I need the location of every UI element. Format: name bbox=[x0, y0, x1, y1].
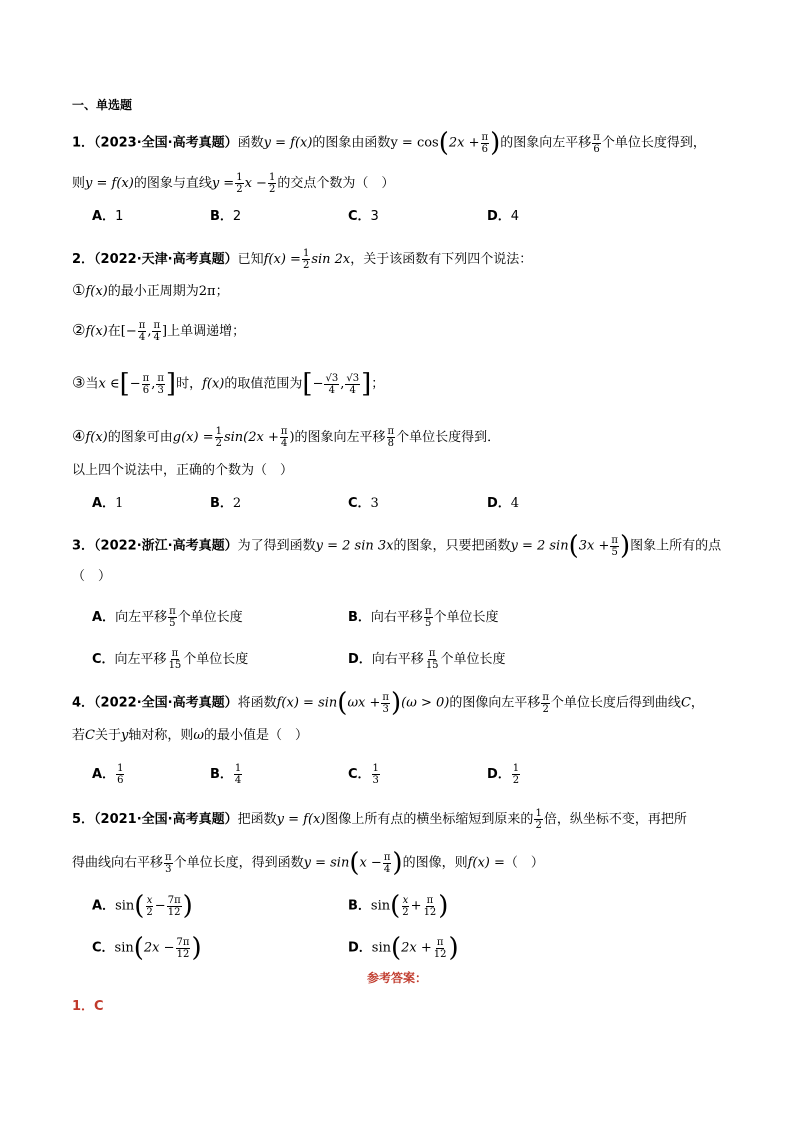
option-a[interactable]: A．1 bbox=[92, 496, 124, 511]
answer-title: 参考答案： bbox=[366, 971, 427, 985]
question-source: （2022·天津·高考真题） bbox=[94, 252, 238, 267]
question-5-line-1: 5．（2021·全国·高考真题）把函数y = f(x)图像上所有点的横坐标缩短到原来的 $\frac{1}{2}$ 倍，纵坐标不变，再把所 bbox=[72, 808, 687, 831]
question-3-line-1: 3．（2022·浙江·高考真题）为了得到函数y = 2 sin 3x的图象，只要把函数y = 2 sin(3x + $\frac{\pi}{5}$ )图象上所有的点 bbox=[72, 531, 722, 561]
question-5-line-2: 得曲线向右平移 $\frac{\pi}{3}$ 个单位长度，得到函数y = sin(x − $\frac{\pi}{4}$ )的图像，则f(x) =（ ） bbox=[72, 848, 544, 878]
fraction: $\frac{\pi}{4}$ bbox=[383, 851, 391, 875]
question-1-line-2: 则y = f(x)的图象与直线y = $\frac{1}{2}$ x − $\frac{1}{2}$ 的交点个数为（ ） bbox=[72, 172, 395, 195]
fraction: $\frac{1}{2}$ bbox=[268, 172, 276, 195]
question-1-line-1: 1．（2023·全国·高考真题）函数y = f(x)的图象由函数y = cos(2x + $\frac{\pi}{6}$ )的图象向左平移 $\frac{\pi}{6}$ 个单位长度得到， bbox=[72, 128, 706, 158]
fraction: $\frac{√3}{4}$ bbox=[325, 372, 339, 396]
question-source: （2022·全国·高考真题） bbox=[94, 695, 238, 711]
question-number: 2． bbox=[72, 252, 95, 267]
fraction: $\frac{\pi}{6}$ bbox=[593, 131, 600, 155]
fraction: $\frac{\pi}{3}$ bbox=[157, 372, 164, 396]
question-source: （2022·浙江·高考真题） bbox=[94, 538, 238, 554]
section-title: 一、单选题 bbox=[72, 98, 133, 112]
fraction: $\frac{\pi}{5}$ bbox=[611, 534, 618, 558]
fraction: $\frac{\pi}{6}$ bbox=[142, 372, 150, 396]
question-source: （2021·全国·高考真题） bbox=[94, 812, 238, 827]
question-number: 1． bbox=[72, 135, 95, 151]
statement-2: ②f(x)在[− $\frac{\pi}{4}$ , $\frac{\pi}{4}$ ]上单调递增； bbox=[72, 320, 246, 343]
answer-1: 1．C bbox=[72, 999, 104, 1014]
fraction: $\frac{√3}{4}$ bbox=[346, 372, 360, 396]
question-2-conclusion: 以上四个说法中，正确的个数为（ ） bbox=[72, 463, 294, 478]
fraction: $\frac{\pi}{3}$ bbox=[382, 691, 389, 715]
option-b[interactable]: B．2 bbox=[210, 209, 242, 224]
option-b[interactable]: B． $\frac{1}{4}$ bbox=[210, 763, 242, 786]
question-source: （2023·全国·高考真题） bbox=[94, 135, 238, 151]
fraction: $\frac{\pi}{2}$ bbox=[542, 691, 549, 715]
statement-4: ④f(x)的图象可由g(x) = $\frac{1}{2}$ sin(2x + $\frac{\pi}{4}$ )的图象向左平移 $\frac{\pi}{8}$ 个单位长度得到． bbox=[72, 426, 501, 449]
option-c[interactable]: C． $\frac{1}{3}$ bbox=[348, 763, 379, 786]
fraction: $\frac{\pi}{3}$ bbox=[165, 851, 172, 875]
question-4-line-1: 4．（2022·全国·高考真题）将函数f(x) = sin(ωx + $\frac{\pi}{3}$ )(ω > 0)的图像向左平移 $\frac{\pi}{2}$ 个单位长度后得到曲线C， bbox=[72, 688, 704, 718]
question-2-line-1: 2．（2022·天津·高考真题）已知f(x) = $\frac{1}{2}$ sin 2x，关于该函数有下列四个说法： bbox=[72, 248, 533, 271]
fraction: $\frac{1}{2}$ bbox=[215, 426, 222, 449]
question-3-paren: （ ） bbox=[72, 569, 112, 584]
fraction: $\frac{\pi}{4}$ bbox=[153, 320, 161, 343]
question-4-line-2: 若C关于y轴对称，则ω的最小值是（ ） bbox=[72, 728, 308, 743]
option-d[interactable]: D．4 bbox=[487, 209, 520, 224]
option-c[interactable]: C．向左平移 $\frac{\pi}{15}$ 个单位长度 bbox=[92, 648, 249, 671]
option-c[interactable]: C．3 bbox=[348, 209, 379, 224]
option-a[interactable]: A． $\frac{1}{6}$ bbox=[92, 763, 124, 786]
fraction: $\frac{\pi}{4}$ bbox=[138, 320, 146, 343]
option-b[interactable]: B．2 bbox=[210, 496, 242, 511]
option-a[interactable]: A．1 bbox=[92, 209, 124, 224]
option-d[interactable]: D．sin(2x + $\frac{\pi}{12}$ ) bbox=[348, 933, 459, 963]
option-d[interactable]: D．向右平移 $\frac{\pi}{15}$ 个单位长度 bbox=[348, 648, 506, 671]
statement-1: ①f(x)的最小正周期为2π； bbox=[72, 281, 229, 299]
question-number: 3． bbox=[72, 538, 95, 554]
fraction: $\frac{1}{2}$ bbox=[535, 808, 542, 831]
option-d[interactable]: D．4 bbox=[487, 496, 520, 511]
option-c[interactable]: C．3 bbox=[348, 496, 379, 511]
fraction: $\frac{\pi}{6}$ bbox=[481, 131, 489, 155]
option-a[interactable]: A．向左平移 $\frac{\pi}{5}$ 个单位长度 bbox=[92, 606, 243, 629]
fraction: $\frac{\pi}{8}$ bbox=[387, 426, 395, 449]
question-number: 5． bbox=[72, 812, 95, 827]
option-b[interactable]: B．向右平移 $\frac{\pi}{5}$ 个单位长度 bbox=[348, 606, 499, 629]
question-number: 4． bbox=[72, 695, 95, 711]
fraction: $\frac{1}{2}$ bbox=[236, 172, 243, 195]
statement-3: ③当x ∈[− $\frac{\pi}{6}$ , $\frac{\pi}{3}$ ]时，f(x)的取值范围为[− $\frac{√3}{4}$ , $\frac{√3}{4}$ ]； bbox=[72, 369, 385, 399]
option-d[interactable]: D． $\frac{1}{2}$ bbox=[487, 763, 520, 786]
fraction: $\frac{\pi}{4}$ bbox=[280, 426, 288, 449]
fraction: $\frac{1}{2}$ bbox=[302, 248, 310, 271]
option-b[interactable]: B．sin( $\frac{x}{2}$ + $\frac{\pi}{12}$ ) bbox=[348, 891, 449, 921]
option-c[interactable]: C．sin(2x − $\frac{7\pi}{12}$ ) bbox=[92, 933, 202, 963]
option-a[interactable]: A．sin( $\frac{x}{2}$ − $\frac{7\pi}{12}$ ) bbox=[92, 891, 193, 921]
